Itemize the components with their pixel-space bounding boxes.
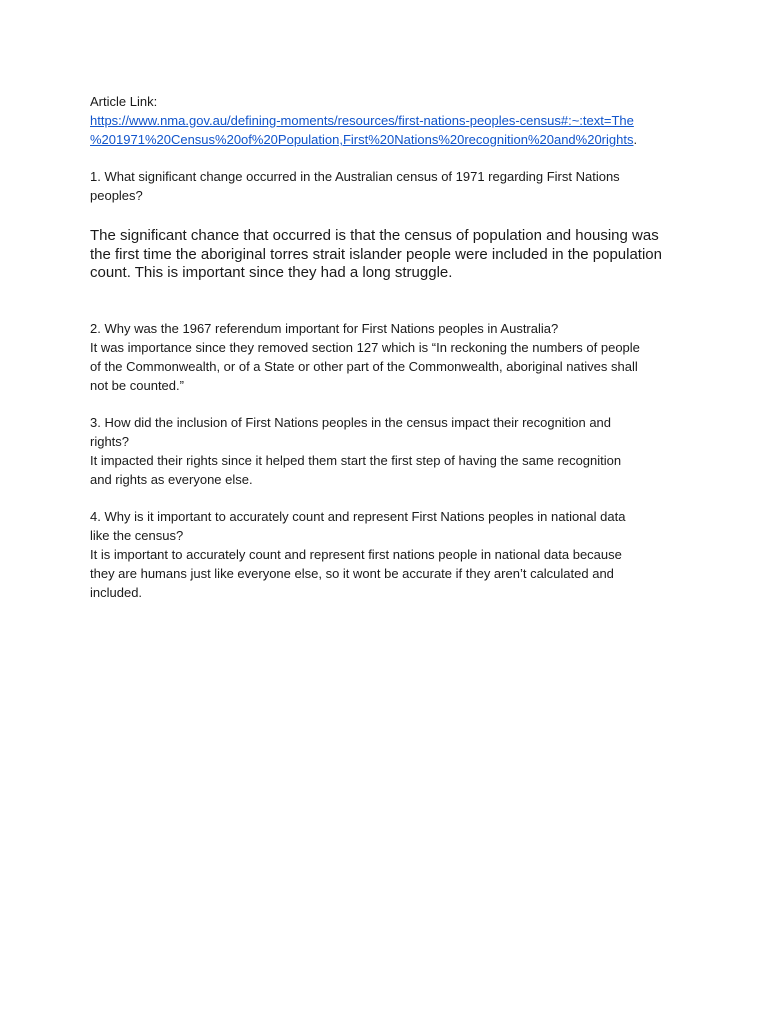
answer-2-line-2: of the Commonwealth, or of a State or other part of the Commonwealth, aboriginal natives shall xyxy=(90,358,638,374)
question-1-line-1: 1. What significant change occurred in the Australian census of 1971 regarding First Nations xyxy=(90,169,620,184)
question-1-line-2: peoples? xyxy=(90,188,143,203)
question-4-line-1: 4. Why is it important to accurately count and represent First Nations peoples in national data xyxy=(90,508,626,524)
question-4-line-2: like the census? xyxy=(90,527,184,543)
answer-3-line-2: and rights as everyone else. xyxy=(90,471,253,487)
answer-1-line-3: count. This is important since they had a long struggle. xyxy=(90,264,453,281)
question-2: 2. Why was the 1967 referendum important for First Nations peoples in Australia? xyxy=(90,320,559,336)
document-page xyxy=(90,92,680,602)
question-3-line-2: rights? xyxy=(90,433,130,449)
article-link[interactable]: https://www.nma.gov.au/defining-moments/resources/first-nations-peoples-census#:~:text=The xyxy=(90,113,634,128)
answer-4-line-3: included. xyxy=(90,584,143,600)
answer-2-line-1: It was importance since they removed section 127 which is “In reckoning the numbers of people xyxy=(90,339,640,355)
answer-1-line-2: the first time the aboriginal torres strait islander people were included in the population xyxy=(90,245,662,263)
article-link-continued[interactable]: %201971%20Census%20of%20Population,First%20Nations%20recognition%20and%20rights xyxy=(90,132,634,147)
spacer xyxy=(90,489,680,507)
article-link-line-1 xyxy=(90,111,680,130)
answer-1-line-1: The significant chance that occurred is that the census of population and housing was xyxy=(90,227,659,244)
spacer xyxy=(90,149,680,167)
answer-4-line-2: they are humans just like everyone else, so it wont be accurate if they aren’t calculated and xyxy=(90,565,614,581)
article-link-label: Article Link: xyxy=(90,94,158,109)
answer-2-line-3: not be counted.” xyxy=(90,377,184,393)
article-link-line-2 xyxy=(90,130,680,149)
question-3-line-1: 3. How did the inclusion of First Nations peoples in the census impact their recognition and xyxy=(90,414,612,430)
spacer xyxy=(90,205,680,227)
answer-3-line-1: It impacted their rights since it helped them start the first step of having the same recognition xyxy=(90,452,622,468)
article-link-period: . xyxy=(633,132,638,147)
answer-4-line-1: It is important to accurately count and represent first nations people in national data because xyxy=(90,546,622,562)
spacer xyxy=(90,283,680,319)
spacer xyxy=(90,395,680,413)
